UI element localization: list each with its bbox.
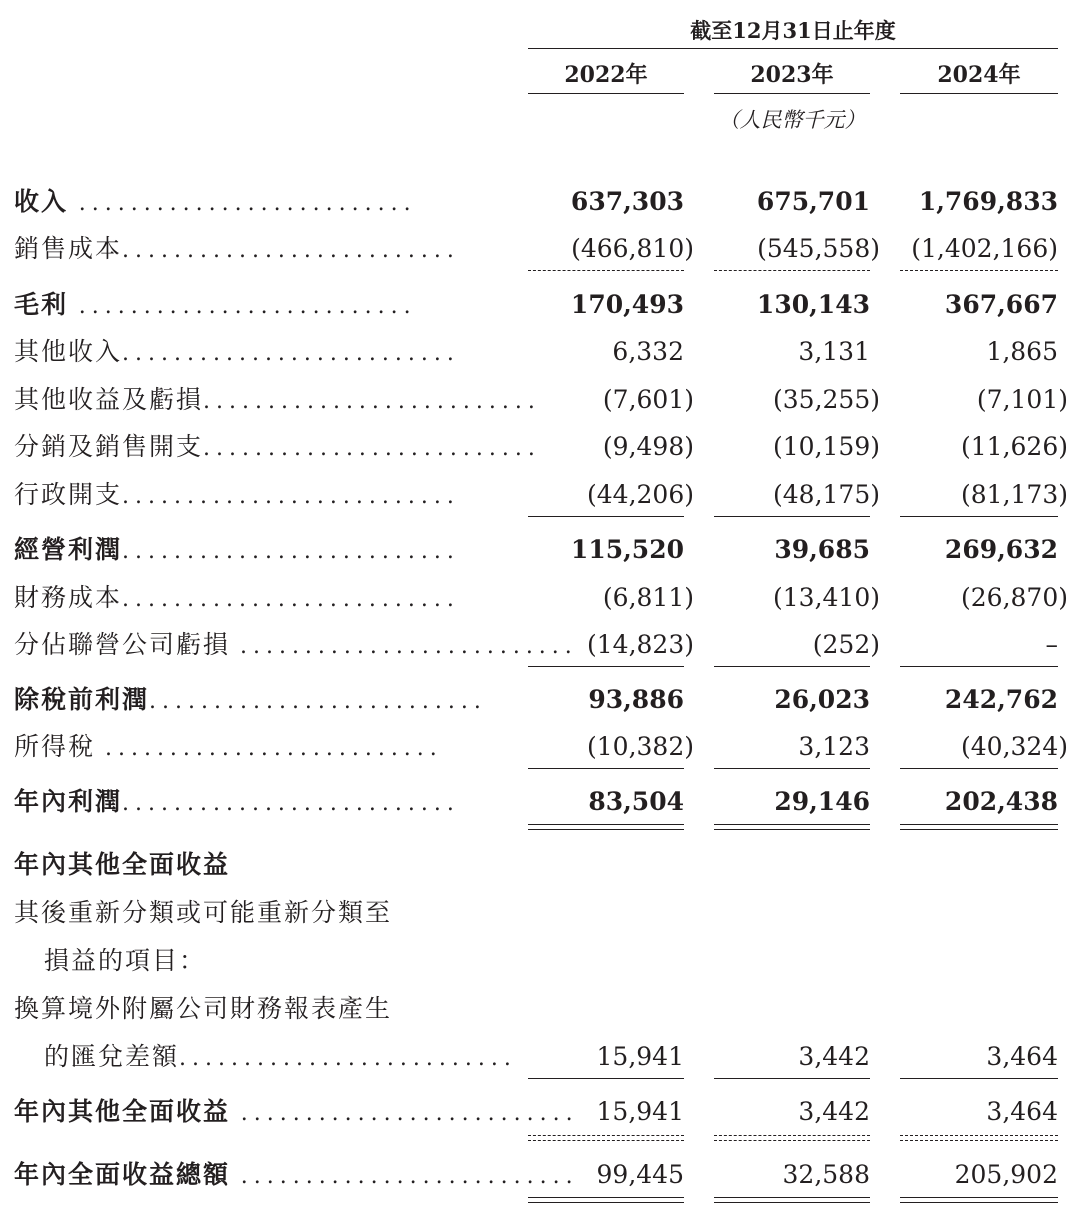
row-label-revenue: 收入 ..........................	[14, 187, 417, 216]
value-share-associate-losses-2022: (14,823)	[587, 630, 694, 659]
subtotal-rule	[528, 270, 684, 271]
row-label-oci-total: 年內其他全面收益 ..........................	[14, 1097, 579, 1126]
subtotal-rule	[900, 516, 1058, 517]
row-label-share-associate-losses: 分佔聯營公司虧損 ..........................	[14, 630, 578, 659]
oci-line-4: 的匯兌差額..........................	[44, 1042, 517, 1071]
value-cost-of-sales-2022: (466,810)	[571, 234, 694, 263]
subtotal-rule	[714, 270, 870, 271]
subtotal-rule	[900, 768, 1058, 769]
row-label-other-income: 其他收入..........................	[14, 337, 460, 366]
oci-heading: 年內其他全面收益	[14, 850, 231, 879]
row-label-admin-expenses: 行政開支..........................	[14, 480, 460, 509]
value-revenue-2023: 675,701	[756, 187, 870, 216]
subtotal-rule	[714, 1078, 870, 1079]
value-profit-before-tax-2022: 93,886	[588, 685, 684, 714]
value-admin-expenses-2022: (44,206)	[587, 480, 694, 509]
value-gross-profit-2022: 170,493	[570, 290, 684, 319]
dashed-double-rule	[714, 1135, 870, 1141]
value-other-income-2022: 6,332	[612, 337, 684, 366]
subtotal-rule	[714, 768, 870, 769]
row-label-cost-of-sales: 銷售成本..........................	[14, 234, 460, 263]
total-double-rule	[528, 1197, 684, 1203]
value-profit-before-tax-2024: 242,762	[944, 685, 1058, 714]
total-double-rule	[900, 1197, 1058, 1203]
value-gross-profit-2024: 367,667	[944, 290, 1058, 319]
value-exchange-diff-2024: 3,464	[986, 1042, 1058, 1071]
value-income-tax-2023: 3,123	[798, 732, 870, 761]
value-admin-expenses-2024: (81,173)	[961, 480, 1068, 509]
period-title: 截至12月31日止年度	[690, 18, 896, 43]
value-finance-costs-2023: (13,410)	[773, 583, 880, 612]
total-double-rule	[714, 1197, 870, 1203]
value-income-tax-2022: (10,382)	[587, 732, 694, 761]
row-label-distribution-selling: 分銷及銷售開支..........................	[14, 432, 541, 461]
value-finance-costs-2022: (6,811)	[602, 583, 694, 612]
subtotal-rule	[714, 666, 870, 667]
oci-line-1: 其後重新分類或可能重新分類至	[14, 898, 393, 927]
value-finance-costs-2024: (26,870)	[961, 583, 1068, 612]
value-distribution-selling-2024: (11,626)	[961, 432, 1068, 461]
row-label-operating-profit: 經營利潤..........................	[14, 535, 460, 564]
value-share-associate-losses-2024: –	[1045, 630, 1058, 659]
value-profit-for-year-2024: 202,438	[944, 787, 1058, 816]
subtotal-rule	[714, 516, 870, 517]
subtotal-rule	[528, 768, 684, 769]
value-total-comprehensive-income-2022: 99,445	[596, 1160, 684, 1189]
row-label-profit-for-year: 年內利潤..........................	[14, 787, 460, 816]
total-double-rule	[714, 824, 870, 830]
unit-note: （人民幣千元）	[718, 108, 866, 132]
value-total-comprehensive-income-2024: 205,902	[954, 1160, 1058, 1189]
value-cost-of-sales-2024: (1,402,166)	[911, 234, 1058, 263]
value-other-gains-losses-2022: (7,601)	[602, 385, 694, 414]
value-distribution-selling-2023: (10,159)	[773, 432, 880, 461]
value-profit-before-tax-2023: 26,023	[774, 685, 870, 714]
total-double-rule	[900, 824, 1058, 830]
value-gross-profit-2023: 130,143	[756, 290, 870, 319]
year-header-2024: 2024年	[937, 62, 1021, 88]
row-label-finance-costs: 財務成本..........................	[14, 583, 460, 612]
subtotal-rule	[528, 666, 684, 667]
value-other-income-2024: 1,865	[986, 337, 1058, 366]
year-rule	[900, 93, 1058, 94]
value-operating-profit-2022: 115,520	[570, 535, 684, 564]
value-exchange-diff-2023: 3,442	[798, 1042, 870, 1071]
subtotal-rule	[528, 516, 684, 517]
value-oci-total-2024: 3,464	[986, 1097, 1058, 1126]
year-header-2023: 2023年	[750, 62, 834, 88]
value-profit-for-year-2023: 29,146	[774, 787, 870, 816]
row-label-total-comprehensive-income: 年內全面收益總額 ..........................	[14, 1160, 579, 1189]
value-cost-of-sales-2023: (545,558)	[757, 234, 880, 263]
value-income-tax-2024: (40,324)	[961, 732, 1068, 761]
value-share-associate-losses-2023: (252)	[812, 630, 880, 659]
value-oci-total-2022: 15,941	[596, 1097, 684, 1126]
year-header-2022: 2022年	[564, 62, 648, 88]
value-operating-profit-2023: 39,685	[774, 535, 870, 564]
subtotal-rule	[900, 1078, 1058, 1079]
value-admin-expenses-2023: (48,175)	[773, 480, 880, 509]
row-label-other-gains-losses: 其他收益及虧損..........................	[14, 385, 541, 414]
value-revenue-2022: 637,303	[570, 187, 684, 216]
row-label-income-tax: 所得稅 ..........................	[14, 732, 443, 761]
oci-line-2: 損益的項目：	[44, 946, 207, 975]
value-other-gains-losses-2023: (35,255)	[773, 385, 880, 414]
value-distribution-selling-2022: (9,498)	[602, 432, 694, 461]
value-operating-profit-2024: 269,632	[944, 535, 1058, 564]
period-rule	[528, 48, 1058, 49]
dashed-double-rule	[900, 1135, 1058, 1141]
value-exchange-diff-2022: 15,941	[596, 1042, 684, 1071]
year-rule	[528, 93, 684, 94]
value-total-comprehensive-income-2023: 32,588	[782, 1160, 870, 1189]
subtotal-rule	[900, 666, 1058, 667]
total-double-rule	[528, 824, 684, 830]
year-rule	[714, 93, 870, 94]
oci-line-3: 換算境外附屬公司財務報表產生	[14, 994, 393, 1023]
value-profit-for-year-2022: 83,504	[588, 787, 684, 816]
value-other-gains-losses-2024: (7,101)	[976, 385, 1068, 414]
value-oci-total-2023: 3,442	[798, 1097, 870, 1126]
value-other-income-2023: 3,131	[798, 337, 870, 366]
value-revenue-2024: 1,769,833	[918, 187, 1058, 216]
row-label-gross-profit: 毛利 ..........................	[14, 290, 417, 319]
dashed-double-rule	[528, 1135, 684, 1141]
subtotal-rule	[900, 270, 1058, 271]
row-label-profit-before-tax: 除稅前利潤..........................	[14, 685, 487, 714]
subtotal-rule	[528, 1078, 684, 1079]
